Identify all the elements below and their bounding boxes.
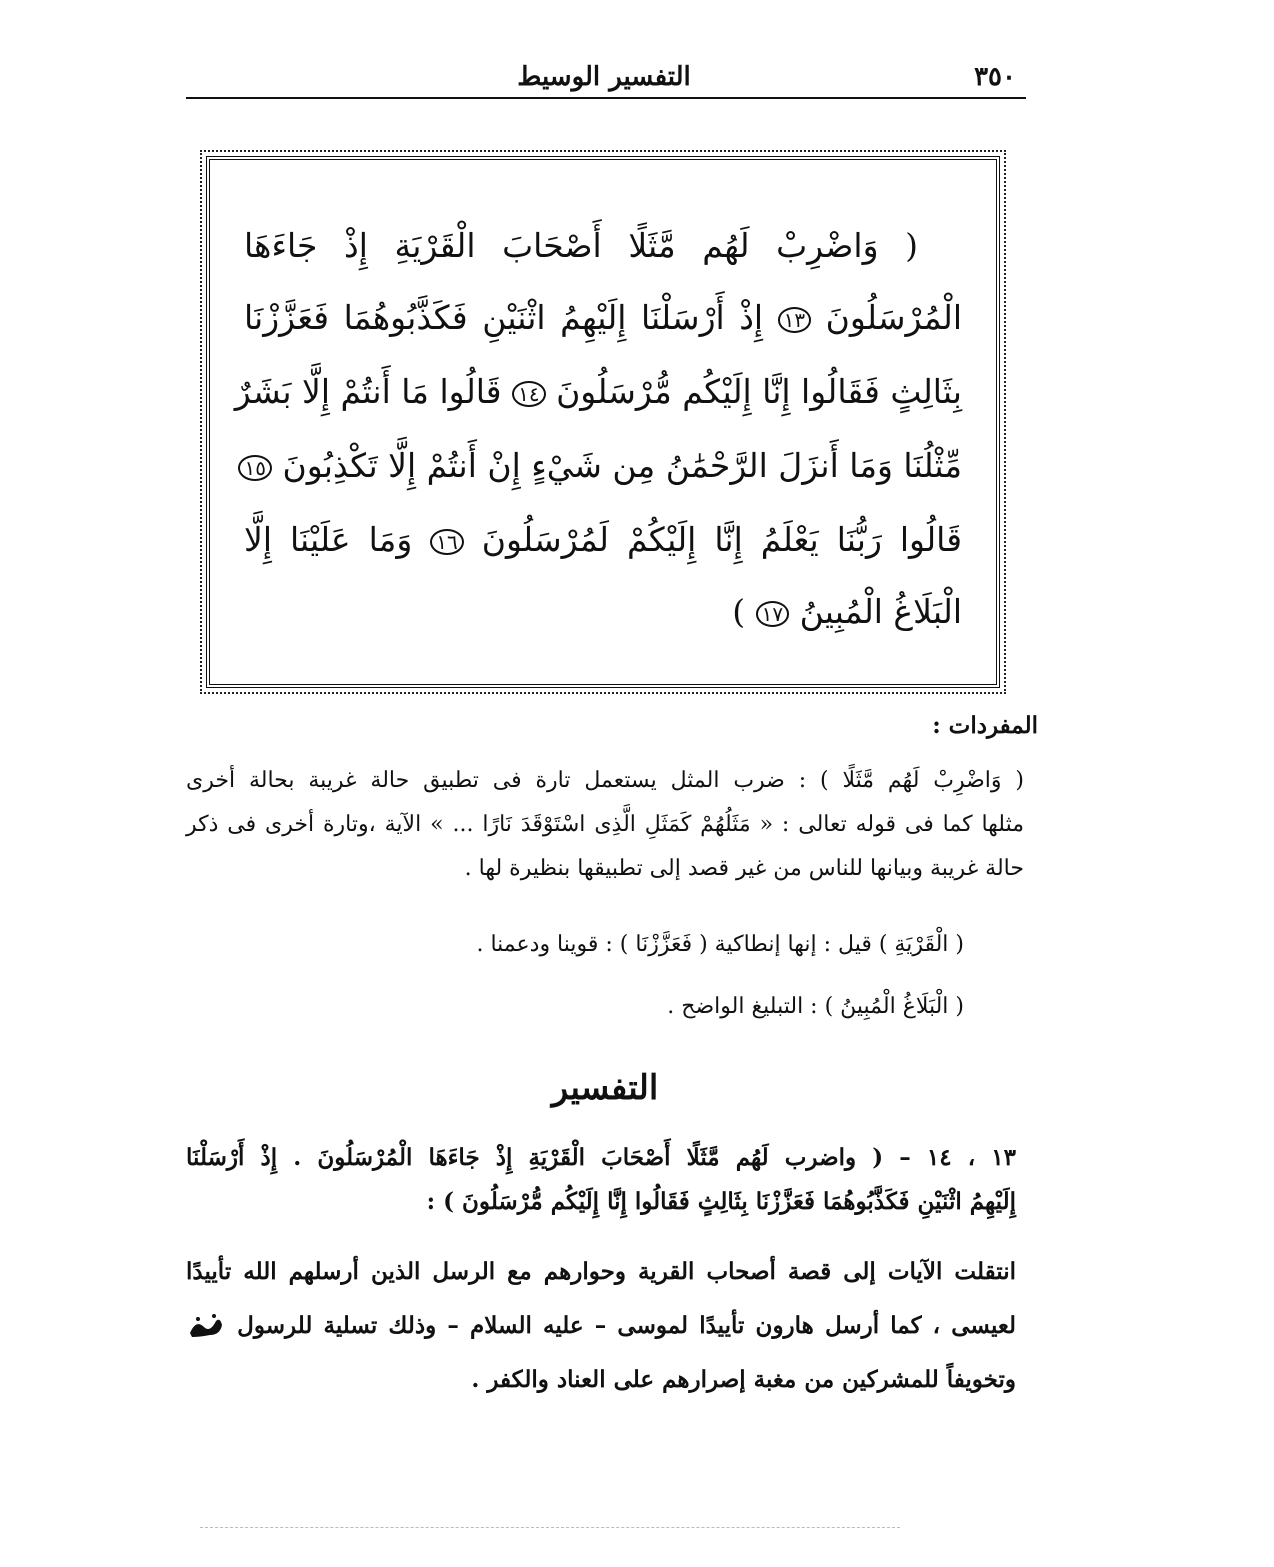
ayah-marker: ١٤ xyxy=(512,381,545,407)
ayah-marker: ١٣ xyxy=(778,307,811,333)
verse-line: مِّثْلُنَا وَمَا أَنزَلَ الرَّحْمَٰنُ مِن شَيْءٍ إِنْ أَنتُمْ إِلَّا تَكْذِبُونَ ١٥ xyxy=(244,446,962,486)
header-rule xyxy=(186,97,1026,99)
vocabulary-entry: ( الْقَرْيَةِ ) قيل : إنها إنطاكية ( فَعَزَّزْنَا ) : قوينا ودعمنا . xyxy=(476,932,964,957)
verse-line: بِثَالِثٍ فَقَالُوا إِنَّا إِلَيْكُم مُّرْسَلُونَ ١٤ قَالُوا مَا أَنتُمْ إِلَّا بَشَرٌ xyxy=(234,372,962,411)
page-number: ٣٥٠ xyxy=(974,62,1016,92)
tafsir-body: انتقلت الآيات إلى قصة أصحاب القرية وحوارهم مع الرسل الذين أرسلهم الله تأييدًا لعيسى ، كما أرسل هارون تأييدًا لموسى – عليه السلام – وذلك تسلية للرسول وتخويفاً للمشركين من مغبة إصرارهم على العناد والكفر . xyxy=(186,1258,1016,1393)
page-header xyxy=(186,62,1022,98)
footer-rule xyxy=(200,1527,900,1529)
vocabulary-paragraph: ( وَاضْرِبْ لَهُم مَّثَلًا ) : ضرب المثل يستعمل تارة فى تطبيق حالة غريبة بحالة أخرى مثلها كما فى قوله تعالى : « مَثَلُهُمْ كَمَثَلِ الَّذِى اسْتَوْقَدَ نَارًا ... » الآية ،وتارة أخرى فى ذكر حالة غريبة وبيانها للناس من غير قصد إلى تطبيقها بنظيرة لها . xyxy=(186,768,1024,881)
ayah-marker: ١٦ xyxy=(430,529,463,555)
tafsir-heading: التفسير xyxy=(551,1068,659,1108)
ayah-marker: ١٧ xyxy=(756,601,789,627)
book-title: التفسير الوسيط xyxy=(517,62,691,92)
verse-line: ( وَاضْرِبْ لَهُم مَّثَلًا أَصْحَابَ الْقَرْيَةِ إِذْ جَاءَهَا xyxy=(244,226,918,265)
verse-line: الْمُرْسَلُونَ ١٣ إِذْ أَرْسَلْنَا إِلَيْهِمُ اثْنَيْنِ فَكَذَّبُوهُمَا فَعَزَّزْنَا xyxy=(244,298,962,337)
ayah-marker: ١٥ xyxy=(238,455,271,481)
vocabulary-heading: المفردات : xyxy=(932,712,1038,739)
tafsir-verse-reference: ١٣ ، ١٤ – ( واضرب لَهُم مَّثَلًا أَصْحَابَ الْقَرْيَةِ إِذْ جَاءَهَا الْمُرْسَلُونَ . إِذْ أَرْسَلْنَا إِلَيْهِمُ اثْنَيْنِ فَكَذَّبُوهُمَا فَعَزَّزْنَا بِثَالِثٍ فَقَالُوا إِنَّا إِلَيْكُم مُّرْسَلُونَ ) : xyxy=(186,1144,1016,1215)
vocabulary-entry: ( الْبَلَاغُ الْمُبِينُ ) : التبليغ الواضح . xyxy=(667,994,964,1019)
salla-allahu-alayhi-wasallam-ligature-icon xyxy=(186,1313,226,1341)
quran-verse-frame xyxy=(206,156,1000,688)
verse-line: قَالُوا رَبُّنَا يَعْلَمُ إِنَّا إِلَيْكُمْ لَمُرْسَلُونَ ١٦ وَمَا عَلَيْنَا إِلَّا xyxy=(244,520,962,559)
verse-line: الْبَلَاغُ الْمُبِينُ ١٧ ) xyxy=(732,592,962,631)
